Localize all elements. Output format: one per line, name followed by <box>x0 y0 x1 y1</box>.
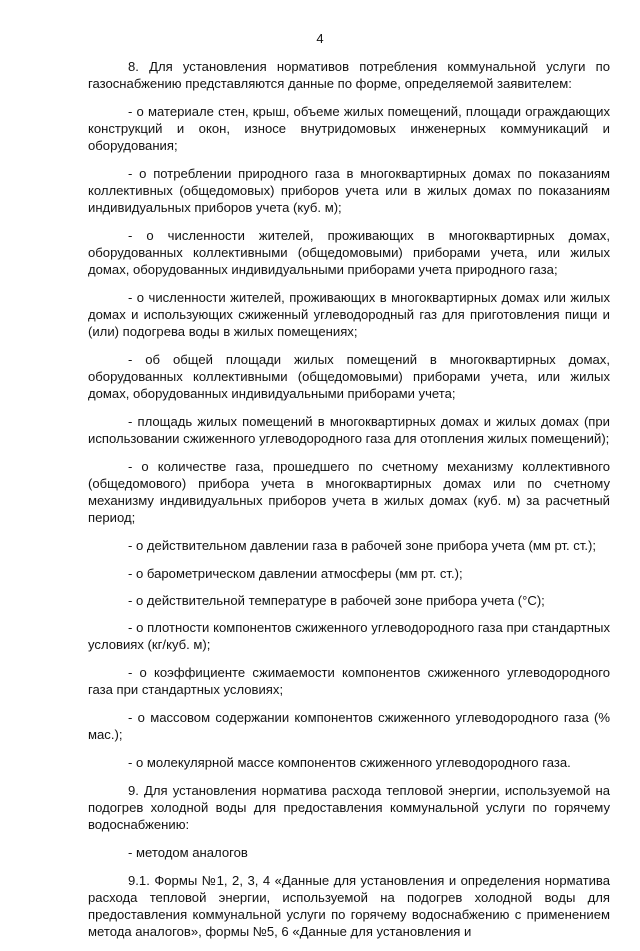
paragraph-9-intro: 9. Для установления норматива расхода тепловой энергии, используемой на подогрев холодной воды для предоставления коммунальной услуги по горячему водоснабжению: <box>88 783 610 832</box>
list-item-density: - о плотности компонентов сжиженного углеводородного газа при стандартных условиях (кг/куб. м); <box>88 620 610 652</box>
list-item-total-area: - об общей площади жилых помещений в многоквартирных домах, оборудованных коллективными (общедомовыми) приборами учета, или жилых домах, оборудованных индивидуальными приборами учета; <box>88 352 610 401</box>
list-item-compressibility: - о коэффициенте сжимаемости компонентов сжиженного углеводородного газа при стандартных условиях; <box>88 665 610 697</box>
list-item-temperature: - о действительной температуре в рабочей зоне прибора учета (°C); <box>128 593 545 608</box>
list-item-gas-pressure: - о действительном давлении газа в рабочей зоне прибора учета (мм рт. ст.); <box>128 538 597 553</box>
list-item-natural-gas-consumption: - о потреблении природного газа в многоквартирных домах по показаниям коллективных (общедомовых) приборов учета или в жилых домах по показаниям индивидуальных приборов учета (куб. м); <box>88 166 610 215</box>
paragraph-8-intro: 8. Для установления нормативов потребления коммунальной услуги по газоснабжению представляются данные по форме, определяемой заявителем: <box>88 59 610 91</box>
list-item-molecular-mass: - о молекулярной массе компонентов сжиженного углеводородного газа. <box>128 755 571 770</box>
list-item-analog-method: - методом аналогов <box>128 845 248 860</box>
list-item-residents-metered: - о численности жителей, проживающих в многоквартирных домах, оборудованных коллективными (общедомовыми) приборами учета, или жилых домах, оборудованных индивидуальными приборами учета природного газа; <box>88 228 610 277</box>
list-item-living-area-lpg: - площадь жилых помещений в многоквартирных домах и жилых домах (при использовании сжиженного углеводородного газа для отопления жилых помещений); <box>88 414 610 446</box>
list-item-mass-content: - о массовом содержании компонентов сжиженного углеводородного газа (% мас.); <box>88 710 610 742</box>
paragraph-9-1: 9.1. Формы №1, 2, 3, 4 «Данные для установления и определения норматива расхода тепловой энергии, используемой на подогрев холодной воды для предоставления коммунальной услуги по горячему водоснабжению с применением метода аналогов», формы №5, 6 «Данные для установления и <box>88 873 610 939</box>
list-item-wall-materials: - о материале стен, крыш, объеме жилых помещений, площади ограждающих конструкций и окон, износе внутридомовых инженерных коммуникаций и оборудования; <box>88 104 610 153</box>
page-number: 4 <box>316 31 324 46</box>
document-body <box>88 58 610 951</box>
list-item-gas-quantity: - о количестве газа, прошедшего по счетному механизму коллективного (общедомового) прибора учета в многоквартирных домах или по счетному механизму индивидуальных приборов учета в жилых домах (куб. м) за расчетный период; <box>88 459 610 525</box>
list-item-barometric-pressure: - о барометрическом давлении атмосферы (мм рт. ст.); <box>128 566 463 581</box>
list-item-residents-lpg: - о численности жителей, проживающих в многоквартирных домах или жилых домах и использующих сжиженный углеводородный газ для приготовления пищи и (или) подогрева воды в жилых помещениях; <box>88 290 610 339</box>
